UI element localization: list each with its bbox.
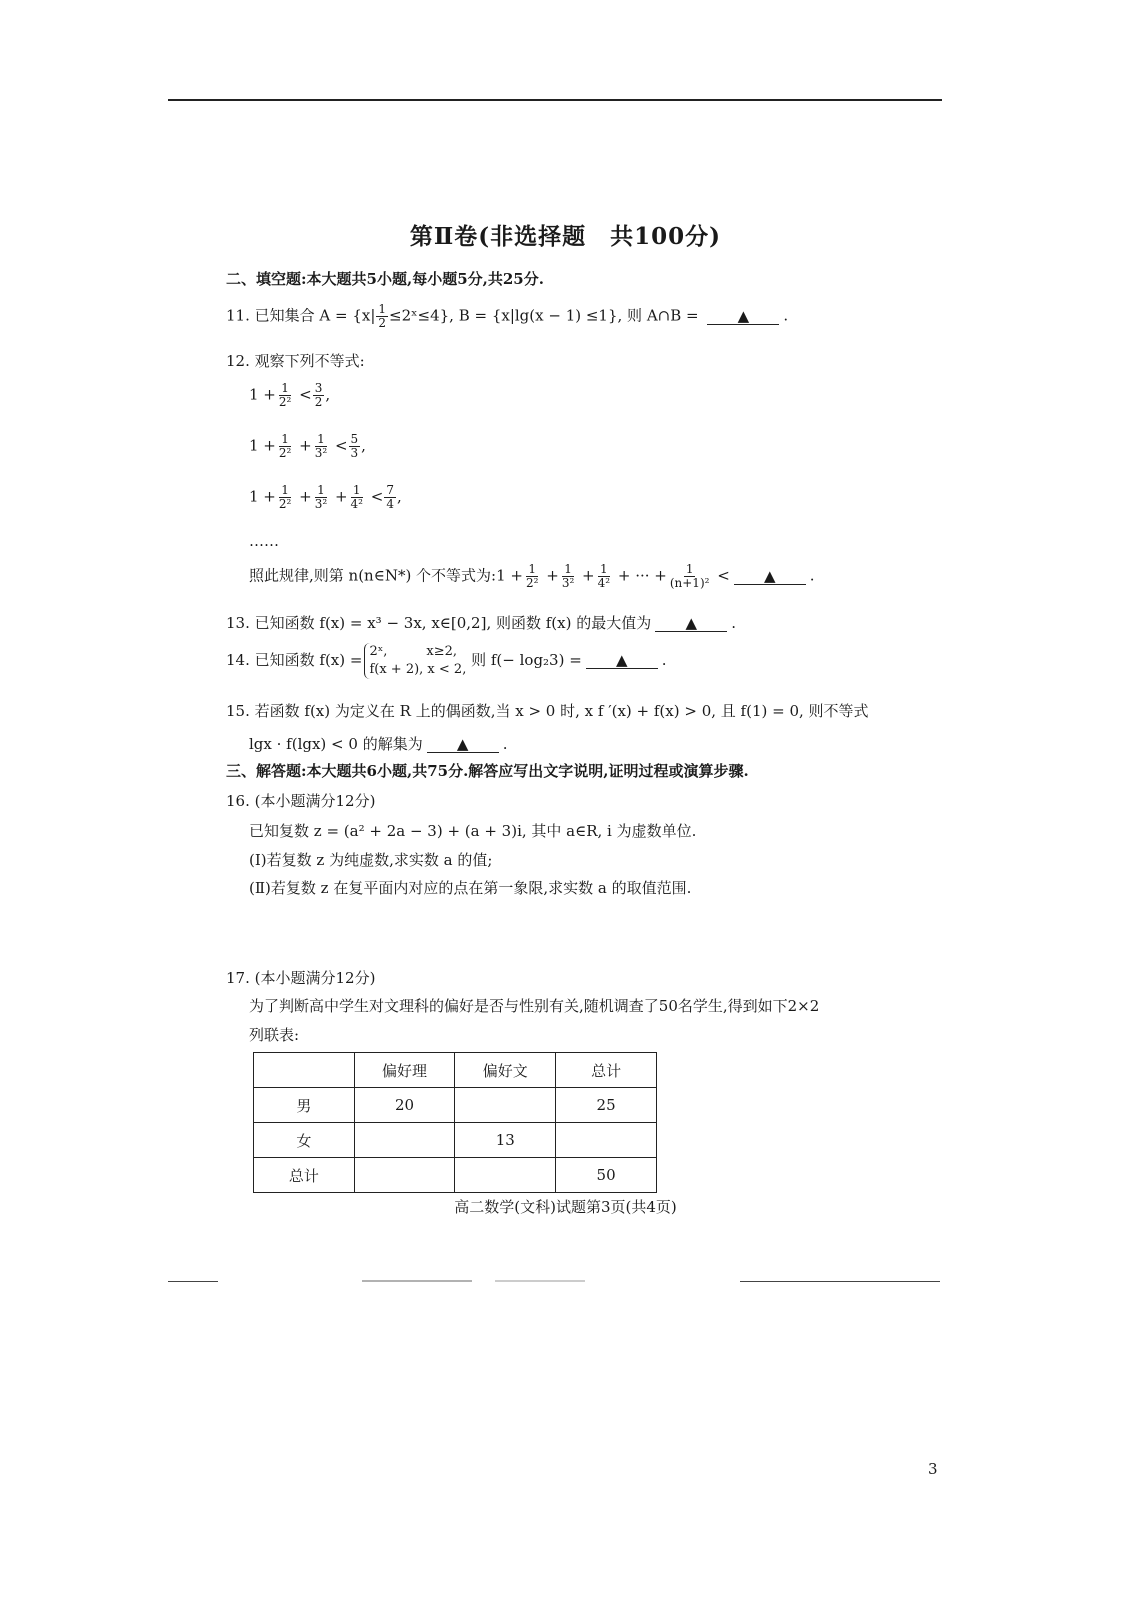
table-cell [455, 1158, 556, 1193]
question-17-heading: 17. (本小题满分12分) [226, 969, 376, 987]
contingency-table [253, 1052, 657, 1193]
question-12-general: 照此规律,则第 n(n∈N*) 个不等式为:1 + $\frac{1}{\text{2²}}$ + $\frac{1}{\text{3²}}$ + $\frac{1}{\text{4²}}$ + ··· + $\frac{1}{\text{(n+1)²}}$ < ▲ . [249, 562, 815, 590]
inequality-2: 1 + $\frac{1}{\text{2²}}$ + $\frac{1}{\text{3²}}$ < $\frac{5}{3}$ , [249, 432, 366, 460]
triangle-icon: ▲ [764, 566, 776, 585]
fraction: $\frac{1}{2}$ [378, 302, 387, 330]
question-16-part-1: (Ⅰ)若复数 z 为纯虚数,求实数 a 的值; [249, 851, 493, 869]
table-header-cell: 总计 [556, 1053, 657, 1088]
inequality-3: 1 + $\frac{1}{\text{2²}}$ + $\frac{1}{\text{3²}}$ + $\frac{1}{\text{4²}}$ < $\frac{7}{4}$ , [249, 483, 402, 511]
scan-artifact [495, 1280, 585, 1282]
answer-blank [427, 737, 499, 753]
ellipsis: …… [249, 532, 279, 550]
page-number: 3 [928, 1460, 938, 1478]
piecewise-brace: 2ˣ, x≥2, f(x + 2), x < 2, [364, 643, 466, 679]
question-16-part-2: (Ⅱ)若复数 z 在复平面内对应的点在第一象限,求实数 a 的取值范围. [249, 879, 692, 897]
question-14: 14. 已知函数 f(x) = 2ˣ, x≥2, f(x + 2), x < 2, 则 f(− log₂3) = ▲ . [226, 644, 667, 677]
q11-text-b: ≤2ˣ≤4}, B = {x|lg(x − 1) ≤1}, 则 A∩B = [389, 306, 699, 325]
question-17-line-1: 为了判断高中学生对文理科的偏好是否与性别有关,随机调查了50名学生,得到如下2×2 [249, 997, 820, 1015]
section-fill-in-heading: 二、填空题:本大题共5小题,每小题5分,共25分. [226, 270, 544, 288]
table-cell [556, 1123, 657, 1158]
bottom-rule-right [740, 1281, 940, 1282]
table-row [254, 1088, 657, 1123]
question-16-heading: 16. (本小题满分12分) [226, 792, 376, 810]
answer-blank [655, 616, 727, 632]
table-header-cell: 偏好理 [354, 1053, 455, 1088]
answer-blank [586, 653, 658, 669]
question-12-heading: 12. 观察下列不等式: [226, 352, 365, 370]
table-row [254, 1158, 657, 1193]
q11-text-a: 11. 已知集合 A = {x| [226, 306, 376, 325]
table-cell: 25 [556, 1088, 657, 1123]
scan-artifact [362, 1280, 472, 1282]
table-cell [354, 1123, 455, 1158]
table-cell: 50 [556, 1158, 657, 1193]
table-header-row [254, 1053, 657, 1088]
table-row [254, 1123, 657, 1158]
question-13: 13. 已知函数 f(x) = x³ − 3x, x∈[0,2], 则函数 f(x) 的最大值为 ▲ . [226, 614, 737, 632]
table-header-cell: 偏好文 [455, 1053, 556, 1088]
triangle-icon: ▲ [456, 735, 469, 753]
answer-blank [734, 566, 806, 585]
page-title: 第Ⅱ卷(非选择题 共100分) [409, 223, 722, 250]
question-11: 11. 已知集合 A = {x| $\frac{1}{2}$ ≤2ˣ≤4}, B = {x|lg(x − 1) ≤1}, 则 A∩B = ▲ . [226, 302, 789, 330]
inequality-1: 1 + $\frac{1}{\text{2²}}$ < $\frac{3}{2}$ , [249, 381, 331, 409]
top-rule [168, 99, 942, 101]
question-17-line-2: 列联表: [249, 1026, 300, 1044]
question-16-body: 已知复数 z = (a² + 2a − 3) + (a + 3)i, 其中 a∈R, i 为虚数单位. [249, 822, 697, 840]
section-solution-heading: 三、解答题:本大题共6小题,共75分.解答应写出文字说明,证明过程或演算步骤. [226, 762, 749, 780]
bottom-rule-left [168, 1281, 218, 1282]
triangle-icon: ▲ [616, 651, 628, 669]
table-cell [354, 1158, 455, 1193]
triangle-icon: ▲ [737, 306, 750, 325]
table-cell: 总计 [254, 1158, 355, 1193]
table-cell: 20 [354, 1088, 455, 1123]
triangle-icon: ▲ [685, 614, 698, 632]
table-cell: 女 [254, 1123, 355, 1158]
answer-blank [707, 306, 779, 325]
page-footer: 高二数学(文科)试题第3页(共4页) [454, 1198, 677, 1216]
question-15-line-2: lgx · f(lgx) < 0 的解集为 ▲ . [249, 735, 508, 753]
question-15-line-1: 15. 若函数 f(x) 为定义在 R 上的偶函数,当 x > 0 时, x f ′(x) + f(x) > 0, 且 f(1) = 0, 则不等式 [226, 702, 869, 720]
table-header-cell [254, 1053, 355, 1088]
table-cell: 13 [455, 1123, 556, 1158]
table-cell: 男 [254, 1088, 355, 1123]
table-cell [455, 1088, 556, 1123]
